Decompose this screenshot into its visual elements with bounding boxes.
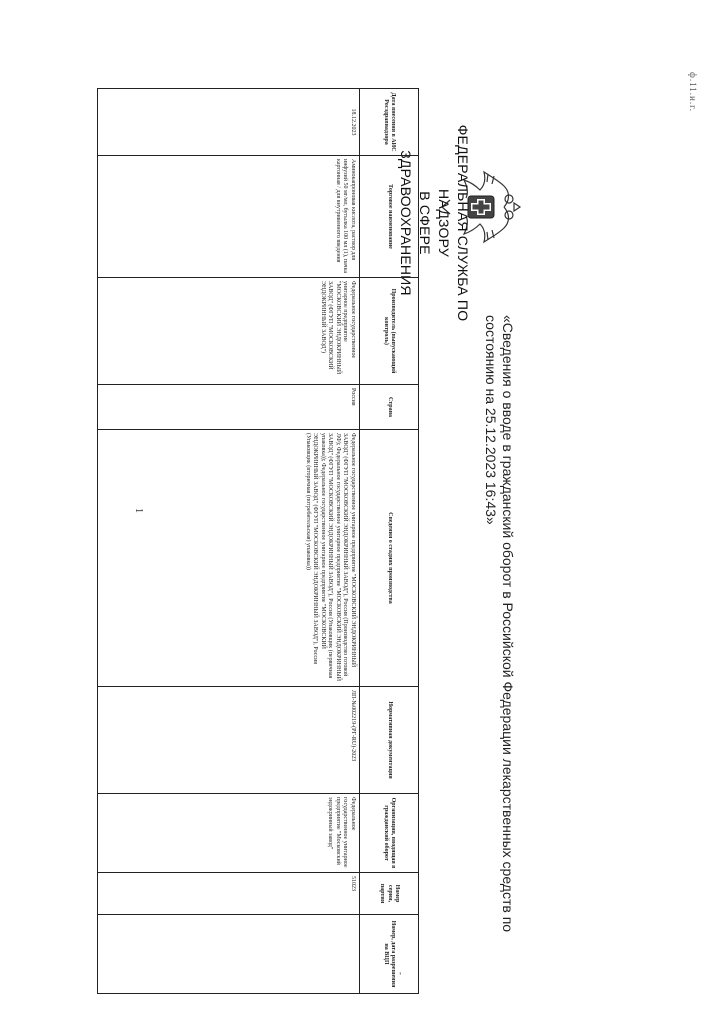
cell-permit: [98, 915, 360, 994]
cell-country: Россия: [98, 385, 360, 430]
agency-line-1: ФЕДЕРАЛЬНАЯ СЛУЖБА ПО НАДЗОРУ: [436, 124, 471, 322]
header-normative-doc: Нормативная документация: [360, 687, 419, 794]
header-trade-name: Торговое наименование: [360, 156, 419, 278]
cell-production-stages: Федеральное государственное унитарное предприятие "МОСКОВСКИЙ ЭНДОКРИННЫЙ ЗАВОД" (ФГУП "МОСКОВСКИЙ ЭНДОКРИННЫЙ ЗАВОД"), Россия (Производство готовой ЛФ); Федеральное государственное унитарное предприятие "МОСКОВСКИЙ ЭНДОКРИННЫЙ ЗАВОД" (ФГУП "МОСКОВСКИЙ ЭНДОКРИННЫЙ ЗАВОД"), Россия (Упаковщик (первичная упаковка)); Федеральное государственное унитарное предприятие "МОСКОВСКИЙ ЭНДОКРИННЫЙ ЗАВОД" (ФГУП "МОСКОВСКИЙ ЭНДОКРИННЫЙ ЗАВОД"), Россия (Упаковщик (вторичная (потребительская) упаковка)): [98, 430, 360, 687]
scan-tick: -: [396, 972, 406, 975]
cell-serial: 51023: [98, 873, 360, 915]
header-organization: Организация, вводящая в гражданский оборот: [360, 794, 419, 873]
scan-mark: ф.11.и.г.: [688, 72, 698, 112]
cell-trade-name: Аминокапроновая кислота, раствор для инфузий 50 мг/мл, бутылка 100 мл (1), пачка картонная / для внутривенного введения: [98, 156, 360, 278]
header-permit: Номер, дата разрешения на ВЦП: [360, 915, 419, 994]
header-manufacturer: Производитель (выпускающий контроль): [360, 278, 419, 385]
document-title: «Сведения о вводе в гражданский оборот в Российской Федерации лекарственных средств по состоянию на 25.12.2023 16:43»: [483, 315, 516, 933]
page-number: 1: [133, 508, 144, 513]
register-table: [97, 88, 419, 994]
header-production-stages: Сведения о стадиях производства: [360, 430, 419, 687]
table-row: [98, 89, 360, 994]
header-country: Страна: [360, 385, 419, 430]
table-header-row: [360, 89, 419, 994]
cell-date: 18.12.2023: [98, 89, 360, 156]
cell-normative-doc: ЛП-№002219-(РГ-RU)-2023: [98, 687, 360, 794]
header-date: Дата внесения в АИС Росздравнадзора: [360, 89, 419, 156]
header-serial: Номер серии, партии: [360, 873, 419, 915]
cell-organization: Федеральное государственное унитарное предприятие "Московский эндокринный завод": [98, 794, 360, 873]
agency-line-2: В СФЕРЕ ЗДРАВООХРАНЕНИЯ: [398, 150, 433, 296]
cell-manufacturer: Федеральное государственное унитарное предприятие "МОСКОВСКИЙ ЭНДОКРИННЫЙ ЗАВОД" (ФГУП "МОСКОВСКИЙ ЭНДОКРИННЫЙ ЗАВОД"): [98, 278, 360, 385]
